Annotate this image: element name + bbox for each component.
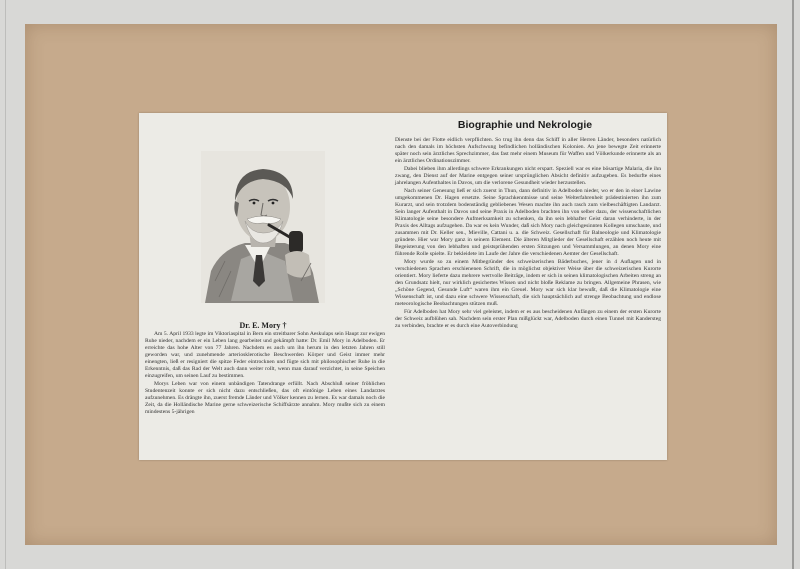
portrait-drawing [201,151,325,303]
section-heading: Biographie und Nekrologie [457,119,593,131]
paragraph: Morys Leben war von einem unbändigen Tatendrange erfüllt. Nach Abschluß seiner fröhlichen Studentenzeit konnte er sich nicht dazu entschließen, das oft eintönige Leben eines Landarztes aufzunehmen. Es drängte ihn, zuerst fremde Länder und Völker kennen zu lernen. Es war damals noch die Zeit, da die Holländische Marine gerne schweizerische Schiffsärzte annahm. Mory mußte sich zu einem mindestens 5-jährigen [145,381,385,415]
paragraph: Dienste bei der Flotte eidlich verpflichten. So trug ihn denn das Schiff in aller Herren Länder, besonders natürlich nach den damals im höchsten Aufschwung befindlichen holländischen Kolonien. An jene bewegte Zeit erinnerte später noch sein ärztliches Sprechzimmer, das fast mehr einem Museum für Waffen und Völkerkunde erinnerte als an ein ärztliches Ordinationszimmer. [395,137,661,164]
paragraph: Für Adelboden hat Mory sehr viel geleistet, indem er es aus bescheidenen Anfängen zu einem der ersten Kurorte der Schweiz aufblühen sah. Nachdem sein erster Plan mißglückt war, Adelboden durch einen Tunnel mit Kandersteg zu verbinden, brachte er es durch eine Autoverbindung [395,309,661,329]
portrait-illustration [201,151,325,303]
newspaper-clipping [139,113,667,460]
left-text-column [145,331,385,417]
paragraph: Dabei blieben ihm allerdings schwere Erkrankungen nicht erspart. Speziell war es eine bösartige Malaria, die ihn zwang, den Dienst auf der Marine entgegen seiner ursprünglichen Absicht definitiv aufzugeben. Es bedurfte eines jahrelangen Aufenthaltes in Davos, um die verlorene Gesundheit wieder herzustellen. [395,166,661,186]
portrait-caption: Dr. E. Mory † [239,321,287,330]
background-edge-line [5,0,6,569]
paragraph: Mory wurde so zu einem Mitbegründer des schweizerischen Bäderbuches, jener in 4 Auflagen und in verschiedenen Sprachen erschienenen Schrift, die in möglichst objektiver Weise über die schweizerischen Kurorte orientiert. Mory lieferte dazu mehrere wertvolle Beiträge, indem er sich in seinen klimatologischen Arbeiten streng an den Grundsatz hielt, nur wirklich gesichertes Wissen und nicht bloße Reklame zu bringen. Allgemeine Phrasen, wie „Schöne Gegend, Gesunde Luft“ waren ihm ein Greuel. Mory war sich klar bewußt, daß die Klimatologie eine Wissenschaft ist, und dazu eine schwere Wissenschaft, die sich hauptsächlich auf strenge Beobachtung und endlose meteorologische Beobachtungen stützen muß. [395,259,661,307]
paragraph: Nach seiner Genesung ließ er sich zuerst in Thun, dann definitiv in Adelboden nieder, wo er den in einer Lawine umgekommenen Dr. Hagen ersetzte. Seine Sprachkenntnisse und seine Welterfahrenheit prädestinierten ihn zum Kurarzt, und sein trotzdem bodenständig gebliebenes Wesen machte ihn auch rasch zum vielbeschäftigten Landarzt. Sein langer Aufenthalt in Davos und seine Praxis in Adelboden brachten ihn von selber dazu, der wissenschaftlichen Klimatologie seine besondere Aufmerksamkeit zu schenken, da ihn sein lebhafter Geist daran verhinderte, in der Praxis des Alltags aufzugehen. Da war es kein Wunder, daß sich Mory nach gleichgesinnten Kollegen umschaute, und zusammen mit Dr. Keller sen., Mieville, Cattani u. a. die Schweiz. Gesellschaft für Balneologie und Klimatologie gründete. Hier war Mory ganz in seinem Element. Die älteren Mitglieder der Gesellschaft erzählen noch heute mit Begeisterung von den lebhaften und geistsprühenden ersten Sitzungen und Versammlungen, an denen Mory eine führende Rolle spielte. Er bekleidete im Laufe der Jahre die verschiedenen Aemter der Gesellschaft. [395,188,661,257]
right-text-column [395,137,661,331]
background-edge-line [792,0,794,569]
paragraph: Am 5. April 1933 legte im Viktoriaspital in Bern ein streitbarer Sohn Aeskulaps sein Haupt zur ewigen Ruhe nieder, nachdem er ein Leben lang gearbeitet und gekämpft hatte: Dr. Emil Mory in Adelboden. Er erreichte das hohe Alter von 77 Jahren. Nachdem es auch um ihn herum in den letzten Jahren still geworden war, und zunehmende arteriosklerotische Beschwerden Körper und Geist immer mehr einengten, ließ er resigniert die spitze Feder eintrocknen und fügte sich mit philosophischer Ruhe in die Erkenntnis, daß das Rad der Welt auch dann weiter rollt, wenn man darauf verzichtet, in seine Speichen einzugreifen, um seinen Lauf zu bestimmen. [145,331,385,379]
